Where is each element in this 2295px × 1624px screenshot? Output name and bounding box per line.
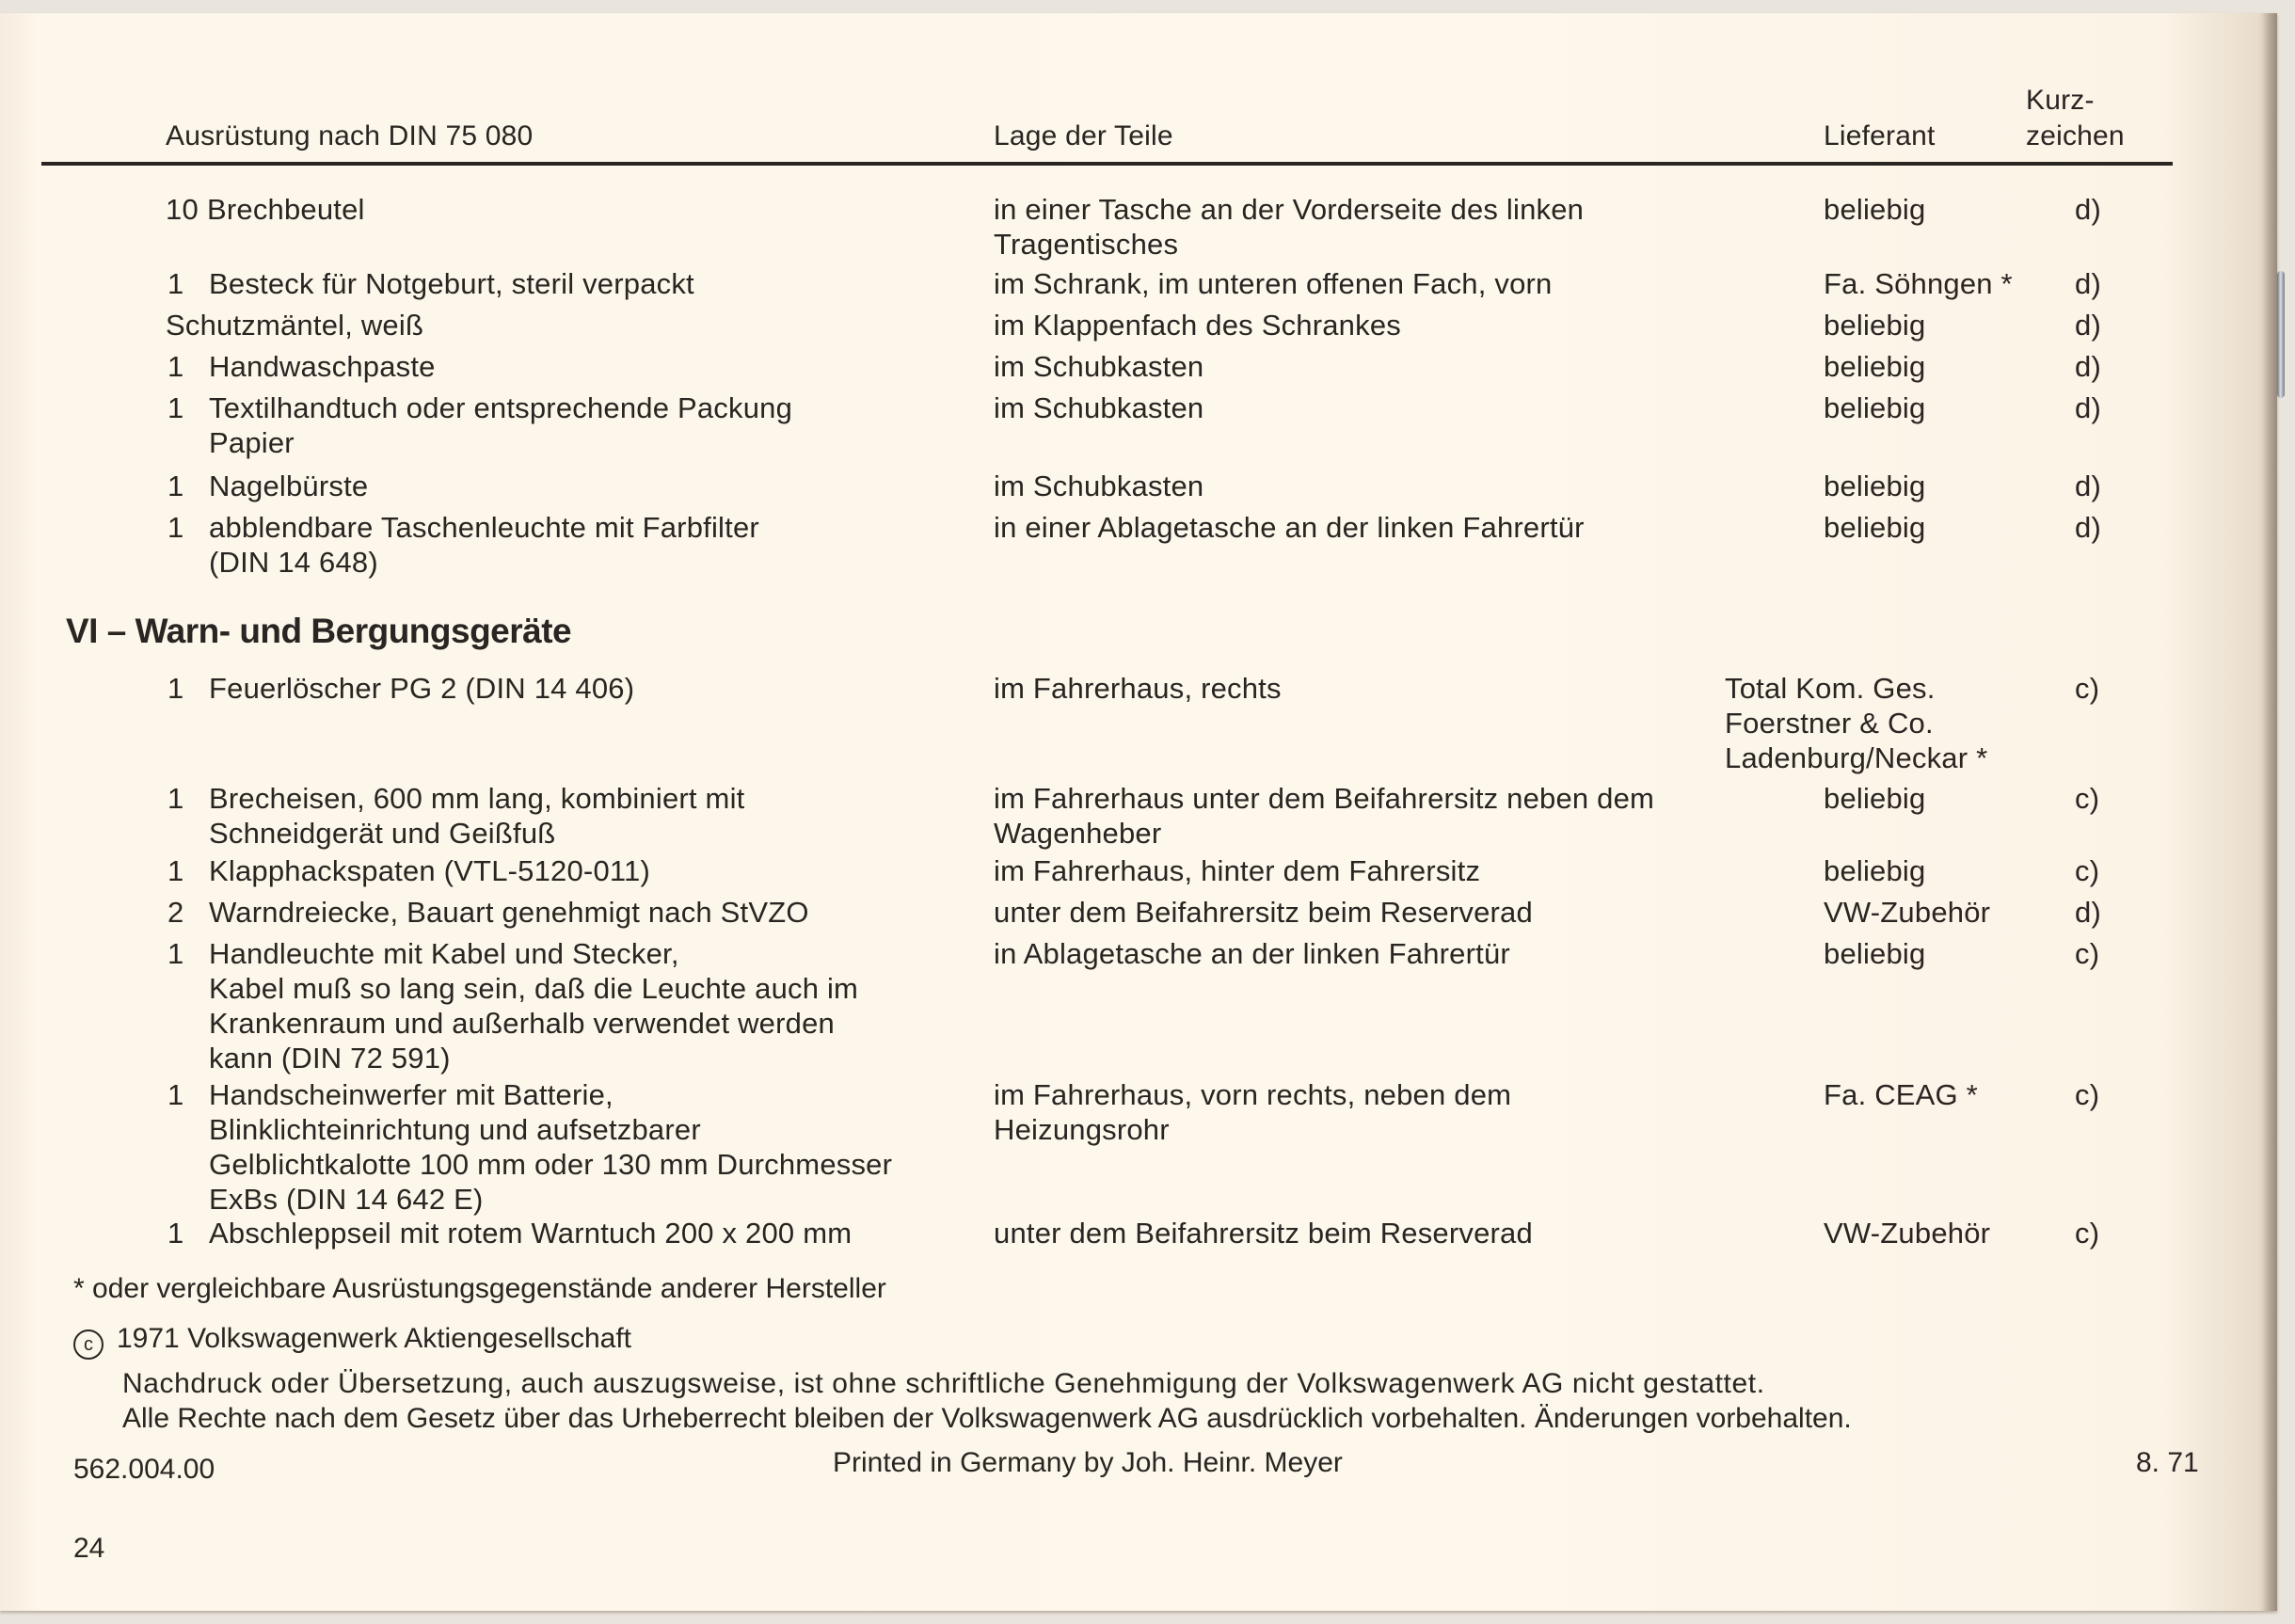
row-code: d) [2075,511,2101,544]
row-location-text: im Fahrerhaus unter dem Beifahrersitz neben dem [994,782,1655,815]
row-item-text: Warndreiecke, Bauart genehmigt nach StVZO [209,896,809,929]
page-number: 24 [73,1533,105,1564]
row-code: c) [2075,854,2100,887]
page-binding-shadow [2262,13,2277,1611]
row-item-text: Brechbeutel [207,193,365,226]
header-supplier: Lieferant [1824,120,1936,151]
copyright-notice-1: Nachdruck oder Übersetzung, auch auszugsweise, ist ohne schriftliche Genehmigung der Volkswagenwerk AG nicht gestattet. [122,1368,1765,1399]
row-code: c) [2075,782,2100,815]
section-title: VI – Warn- und Bergungsgeräte [66,612,572,650]
header-rule [41,162,2173,166]
imprint-printer: Printed in Germany by Joh. Heinr. Meyer [833,1447,1343,1478]
row-location-text: unter dem Beifahrersitz beim Reserverad [994,896,1533,929]
row-code: d) [2075,350,2101,383]
row-code: d) [2075,896,2101,929]
row-item-text: (DIN 14 648) [209,546,378,579]
header-equipment: Ausrüstung nach DIN 75 080 [166,120,534,151]
row-supplier-text: Total Kom. Ges. [1725,672,1936,705]
row-code: c) [2075,672,2100,705]
row-code: d) [2075,309,2101,342]
row-supplier-text: Foerstner & Co. [1725,707,1934,740]
row-supplier-text: beliebig [1824,193,1926,226]
row-supplier-text: beliebig [1824,511,1926,544]
row-location-text: im Schubkasten [994,470,1204,502]
row-code: c) [2075,937,2100,970]
row-location-text: im Schubkasten [994,391,1204,424]
staple [2277,271,2285,398]
imprint-code: 562.004.00 [73,1454,215,1485]
row-location-text: im Schrank, im unteren offenen Fach, vorn [994,267,1553,300]
row-quantity: 1 [167,672,184,705]
row-item-text: abblendbare Taschenleuchte mit Farbfilter [209,511,759,544]
row-item-text: Handscheinwerfer mit Batterie, [209,1078,614,1111]
row-location-text: in Ablagetasche an der linken Fahrertür [994,937,1510,970]
row-item-text: Feuerlöscher PG 2 (DIN 14 406) [209,672,635,705]
row-location-text: Tragentisches [994,228,1179,261]
row-item-text: Textilhandtuch oder entsprechende Packung [209,391,793,424]
row-code: c) [2075,1217,2100,1250]
row-supplier-text: beliebig [1824,470,1926,502]
row-supplier-text: Fa. Söhngen * [1824,267,2013,300]
row-quantity: 10 [166,193,199,226]
row-supplier-text: beliebig [1824,782,1926,815]
row-code: c) [2075,1078,2100,1111]
row-code: d) [2075,391,2101,424]
copyright-icon: c [73,1329,104,1360]
row-item-text: Nagelbürste [209,470,369,502]
row-location-text: unter dem Beifahrersitz beim Reserverad [994,1217,1533,1250]
row-location-text: im Klappenfach des Schrankes [994,309,1401,342]
row-supplier-text: VW-Zubehör [1824,1217,1991,1250]
row-supplier-text: beliebig [1824,391,1926,424]
row-item-text: Handleuchte mit Kabel und Stecker, [209,937,679,970]
row-item-text: Kabel muß so lang sein, daß die Leuchte auch im [209,972,859,1005]
row-location-text: im Schubkasten [994,350,1204,383]
row-item-text: ExBs (DIN 14 642 E) [209,1183,484,1216]
row-location-text: im Fahrerhaus, vorn rechts, neben dem [994,1078,1512,1111]
row-quantity: 1 [167,854,184,887]
row-item-text: Gelblichtkalotte 100 mm oder 130 mm Durchmesser [209,1148,893,1181]
row-item-text: Blinklichteinrichtung und aufsetzbarer [209,1113,701,1146]
row-code: d) [2075,193,2101,226]
row-quantity: 1 [167,1078,184,1111]
row-supplier-text: beliebig [1824,854,1926,887]
row-item-text: Schutzmäntel, weiß [166,309,424,342]
row-location-text: im Fahrerhaus, hinter dem Fahrersitz [994,854,1481,887]
row-quantity: 1 [167,350,184,383]
row-supplier-text: beliebig [1824,350,1926,383]
row-quantity: 1 [167,1217,184,1250]
row-quantity: 1 [167,782,184,815]
row-quantity: 1 [167,470,184,502]
row-supplier-text: beliebig [1824,309,1926,342]
row-quantity: 1 [167,267,184,300]
header-location: Lage der Teile [994,120,1173,151]
row-item-text: kann (DIN 72 591) [209,1042,451,1075]
row-location-text: in einer Ablagetasche an der linken Fahrertür [994,511,1585,544]
row-location-text: Heizungsrohr [994,1113,1170,1146]
row-supplier-text: Fa. CEAG * [1824,1078,1978,1111]
row-code: d) [2075,267,2101,300]
row-supplier-text: VW-Zubehör [1824,896,1991,929]
row-location-text: Wagenheber [994,817,1162,850]
row-item-text: Brecheisen, 600 mm lang, kombiniert mit [209,782,745,815]
row-code: d) [2075,470,2101,502]
row-item-text: Abschleppseil mit rotem Warntuch 200 x 200 mm [209,1217,853,1250]
row-item-text: Handwaschpaste [209,350,436,383]
row-item-text: Krankenraum und außerhalb verwendet werden [209,1007,835,1040]
row-item-text: Klapphackspaten (VTL-5120-011) [209,854,650,887]
header-code-line2: zeichen [2026,120,2125,151]
row-item-text: Papier [209,426,295,459]
row-item-text: Schneidgerät und Geißfuß [209,817,556,850]
copyright-notice-2: Alle Rechte nach dem Gesetz über das Urheberrecht bleiben der Volkswagenwerk AG ausdrücklich vorbehalten. Änderungen vorbehalten. [122,1403,1852,1434]
row-supplier-text: beliebig [1824,937,1926,970]
copyright-line [73,1322,631,1360]
row-quantity: 1 [167,511,184,544]
header-code-line1: Kurz- [2026,85,2095,116]
row-supplier-text: Ladenburg/Neckar * [1725,741,1988,774]
row-quantity: 2 [167,896,184,929]
footnote: * oder vergleichbare Ausrüstungsgegenstände anderer Hersteller [73,1273,886,1304]
copyright-text: 1971 Volkswagenwerk Aktiengesellschaft [117,1323,632,1354]
row-quantity: 1 [167,391,184,424]
row-item-text: Besteck für Notgeburt, steril verpackt [209,267,694,300]
row-location-text: in einer Tasche an der Vorderseite des linken [994,193,1585,226]
row-quantity: 1 [167,937,184,970]
imprint-date: 8. 71 [2136,1447,2199,1478]
row-location-text: im Fahrerhaus, rechts [994,672,1282,705]
